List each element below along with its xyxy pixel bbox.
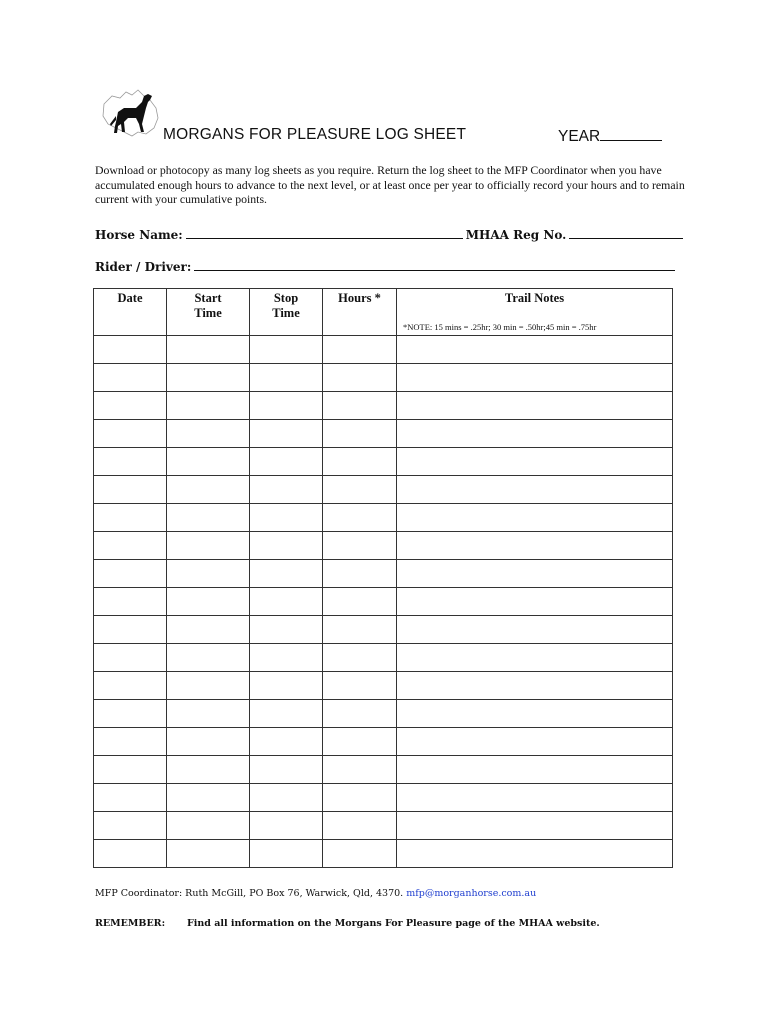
cell-hours[interactable] bbox=[323, 336, 397, 364]
cell-date[interactable] bbox=[94, 616, 167, 644]
table-row bbox=[94, 728, 673, 756]
cell-date[interactable] bbox=[94, 420, 167, 448]
cell-start-time[interactable] bbox=[167, 504, 250, 532]
cell-trail-notes[interactable] bbox=[397, 644, 673, 672]
cell-stop-time[interactable] bbox=[250, 448, 323, 476]
cell-date[interactable] bbox=[94, 672, 167, 700]
cell-start-time[interactable] bbox=[167, 476, 250, 504]
cell-trail-notes[interactable] bbox=[397, 840, 673, 868]
table-row bbox=[94, 504, 673, 532]
cell-start-time[interactable] bbox=[167, 812, 250, 840]
cell-trail-notes[interactable] bbox=[397, 588, 673, 616]
table-row bbox=[94, 448, 673, 476]
table-row bbox=[94, 476, 673, 504]
cell-start-time[interactable] bbox=[167, 560, 250, 588]
cell-stop-time[interactable] bbox=[250, 672, 323, 700]
cell-trail-notes[interactable] bbox=[397, 700, 673, 728]
cell-start-time[interactable] bbox=[167, 756, 250, 784]
table-header-row bbox=[94, 289, 673, 336]
col-header-start-time bbox=[167, 289, 250, 336]
rider-driver-label: Rider / Driver: bbox=[95, 260, 192, 274]
cell-date[interactable] bbox=[94, 728, 167, 756]
coordinator-info bbox=[95, 888, 536, 899]
table-row bbox=[94, 616, 673, 644]
cell-stop-time[interactable] bbox=[250, 476, 323, 504]
rider-driver-input[interactable] bbox=[194, 258, 675, 271]
cell-date[interactable] bbox=[94, 476, 167, 504]
cell-hours[interactable] bbox=[323, 700, 397, 728]
cell-trail-notes[interactable] bbox=[397, 784, 673, 812]
cell-hours[interactable] bbox=[323, 448, 397, 476]
cell-stop-time[interactable] bbox=[250, 616, 323, 644]
table-row bbox=[94, 364, 673, 392]
horse-logo-icon bbox=[98, 86, 164, 142]
cell-start-time[interactable] bbox=[167, 700, 250, 728]
table-row bbox=[94, 560, 673, 588]
cell-hours[interactable] bbox=[323, 784, 397, 812]
cell-stop-time[interactable] bbox=[250, 644, 323, 672]
horse-name-label: Horse Name: bbox=[95, 228, 183, 242]
cell-hours[interactable] bbox=[323, 672, 397, 700]
cell-hours[interactable] bbox=[323, 532, 397, 560]
year-field bbox=[558, 126, 662, 146]
horse-name-row bbox=[95, 226, 686, 242]
cell-start-time[interactable] bbox=[167, 532, 250, 560]
cell-hours[interactable] bbox=[323, 840, 397, 868]
cell-hours[interactable] bbox=[323, 728, 397, 756]
cell-hours[interactable] bbox=[323, 812, 397, 840]
cell-date[interactable] bbox=[94, 700, 167, 728]
year-label: YEAR bbox=[558, 128, 601, 145]
cell-stop-time[interactable] bbox=[250, 420, 323, 448]
start-time-label: Start Time bbox=[194, 291, 222, 320]
trail-notes-label: Trail Notes bbox=[504, 291, 565, 305]
cell-trail-notes[interactable] bbox=[397, 812, 673, 840]
cell-trail-notes[interactable] bbox=[397, 476, 673, 504]
cell-start-time[interactable] bbox=[167, 616, 250, 644]
cell-start-time[interactable] bbox=[167, 728, 250, 756]
cell-trail-notes[interactable] bbox=[397, 364, 673, 392]
cell-date[interactable] bbox=[94, 840, 167, 868]
table-row bbox=[94, 812, 673, 840]
stop-time-label: Stop Time bbox=[272, 291, 300, 320]
cell-start-time[interactable] bbox=[167, 336, 250, 364]
year-input-line[interactable] bbox=[600, 126, 662, 141]
cell-hours[interactable] bbox=[323, 504, 397, 532]
cell-date[interactable] bbox=[94, 560, 167, 588]
table-row bbox=[94, 756, 673, 784]
remember-note bbox=[95, 918, 600, 929]
cell-hours[interactable] bbox=[323, 588, 397, 616]
table-row bbox=[94, 644, 673, 672]
cell-start-time[interactable] bbox=[167, 392, 250, 420]
hours-conversion-note: *NOTE: 15 mins = .25hr; 30 min = .50hr;45 min = .75hr bbox=[403, 322, 597, 332]
col-header-date: Date bbox=[94, 289, 167, 336]
table-row bbox=[94, 420, 673, 448]
log-table-body bbox=[94, 336, 673, 868]
cell-stop-time[interactable] bbox=[250, 532, 323, 560]
table-row bbox=[94, 588, 673, 616]
cell-hours[interactable] bbox=[323, 616, 397, 644]
table-row bbox=[94, 840, 673, 868]
cell-date[interactable] bbox=[94, 756, 167, 784]
cell-trail-notes[interactable] bbox=[397, 420, 673, 448]
cell-stop-time[interactable] bbox=[250, 364, 323, 392]
cell-start-time[interactable] bbox=[167, 364, 250, 392]
cell-trail-notes[interactable] bbox=[397, 560, 673, 588]
cell-stop-time[interactable] bbox=[250, 588, 323, 616]
cell-start-time[interactable] bbox=[167, 840, 250, 868]
cell-start-time[interactable] bbox=[167, 644, 250, 672]
cell-date[interactable] bbox=[94, 364, 167, 392]
cell-start-time[interactable] bbox=[167, 784, 250, 812]
cell-trail-notes[interactable] bbox=[397, 504, 673, 532]
cell-trail-notes[interactable] bbox=[397, 756, 673, 784]
cell-trail-notes[interactable] bbox=[397, 532, 673, 560]
cell-start-time[interactable] bbox=[167, 420, 250, 448]
col-header-hours: Hours * bbox=[323, 289, 397, 336]
cell-stop-time[interactable] bbox=[250, 560, 323, 588]
cell-hours[interactable] bbox=[323, 392, 397, 420]
cell-hours[interactable] bbox=[323, 756, 397, 784]
cell-stop-time[interactable] bbox=[250, 336, 323, 364]
table-row bbox=[94, 336, 673, 364]
cell-start-time[interactable] bbox=[167, 588, 250, 616]
cell-stop-time[interactable] bbox=[250, 812, 323, 840]
cell-hours[interactable] bbox=[323, 476, 397, 504]
cell-date[interactable] bbox=[94, 504, 167, 532]
col-header-trail-notes bbox=[397, 289, 673, 336]
table-row bbox=[94, 784, 673, 812]
cell-date[interactable] bbox=[94, 448, 167, 476]
cell-trail-notes[interactable] bbox=[397, 448, 673, 476]
cell-date[interactable] bbox=[94, 336, 167, 364]
cell-trail-notes[interactable] bbox=[397, 392, 673, 420]
cell-hours[interactable] bbox=[323, 644, 397, 672]
cell-date[interactable] bbox=[94, 588, 167, 616]
rider-driver-row bbox=[95, 258, 678, 274]
mhaa-reg-input[interactable] bbox=[569, 226, 683, 239]
table-row bbox=[94, 532, 673, 560]
cell-hours[interactable] bbox=[323, 420, 397, 448]
cell-hours[interactable] bbox=[323, 364, 397, 392]
cell-start-time[interactable] bbox=[167, 448, 250, 476]
mhaa-reg-label: MHAA Reg No. bbox=[465, 228, 567, 242]
table-row bbox=[94, 672, 673, 700]
cell-date[interactable] bbox=[94, 644, 167, 672]
log-table bbox=[93, 288, 673, 868]
cell-stop-time[interactable] bbox=[250, 840, 323, 868]
page-title: MORGANS FOR PLEASURE LOG SHEET bbox=[163, 126, 467, 143]
table-row bbox=[94, 700, 673, 728]
cell-stop-time[interactable] bbox=[250, 392, 323, 420]
cell-date[interactable] bbox=[94, 784, 167, 812]
cell-trail-notes[interactable] bbox=[397, 672, 673, 700]
horse-name-input[interactable] bbox=[186, 226, 463, 239]
cell-stop-time[interactable] bbox=[250, 756, 323, 784]
coordinator-email-link[interactable]: mfp@morganhorse.com.au bbox=[406, 888, 537, 899]
intro-text: Download or photocopy as many log sheets as you require. Return the log sheet to the MFP Coordinator when you have accumulated enough hours to advance to the next level, or at least once per year to officially record your hours and to remain current with your cumulative points. bbox=[95, 163, 685, 206]
cell-date[interactable] bbox=[94, 532, 167, 560]
cell-trail-notes[interactable] bbox=[397, 728, 673, 756]
cell-date[interactable] bbox=[94, 392, 167, 420]
coordinator-text: MFP Coordinator: Ruth McGill, PO Box 76, Warwick, Qld, 4370. bbox=[95, 888, 404, 899]
cell-start-time[interactable] bbox=[167, 672, 250, 700]
remember-text: Find all information on the Morgans For Pleasure page of the MHAA website. bbox=[187, 918, 600, 929]
remember-label: REMEMBER: bbox=[95, 918, 166, 929]
table-row bbox=[94, 392, 673, 420]
cell-trail-notes[interactable] bbox=[397, 616, 673, 644]
cell-stop-time[interactable] bbox=[250, 504, 323, 532]
col-header-stop-time bbox=[250, 289, 323, 336]
cell-date[interactable] bbox=[94, 812, 167, 840]
cell-trail-notes[interactable] bbox=[397, 336, 673, 364]
cell-hours[interactable] bbox=[323, 560, 397, 588]
cell-stop-time[interactable] bbox=[250, 728, 323, 756]
cell-stop-time[interactable] bbox=[250, 784, 323, 812]
cell-stop-time[interactable] bbox=[250, 700, 323, 728]
